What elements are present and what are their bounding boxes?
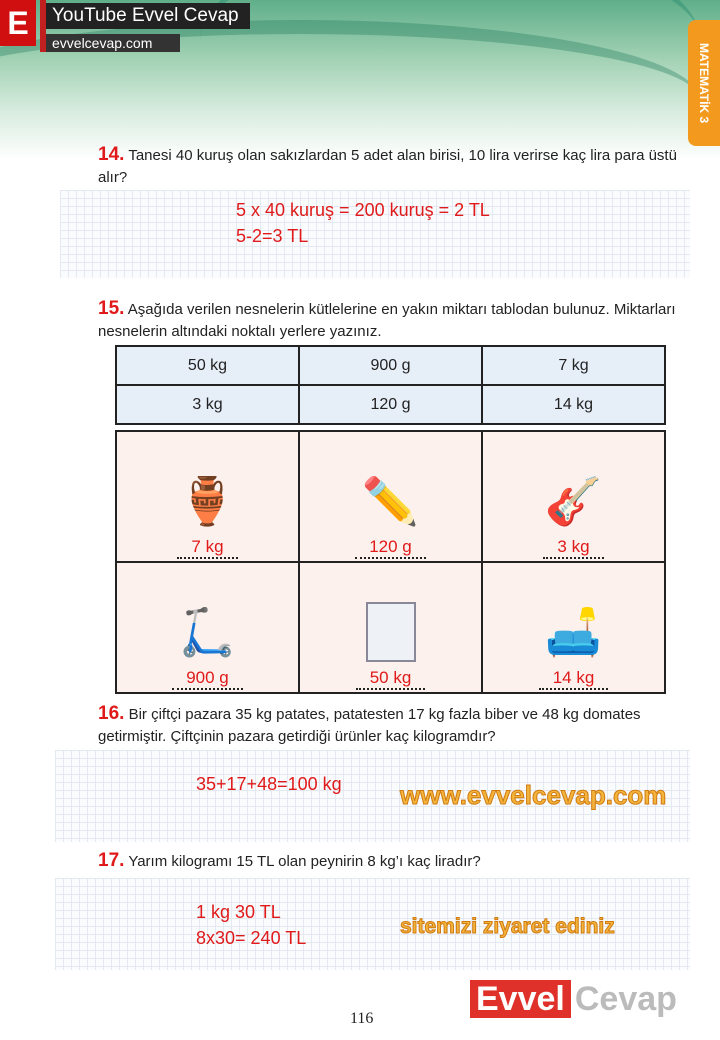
question-text: Bir çiftçi pazara 35 kg patates, patatesten 17 kg fazla biber ve 48 kg domates getirmiştir. Çiftçinin pazara getirdiği ürünler kaç kilogramdır? <box>98 706 641 745</box>
refrigerator-icon <box>366 602 416 662</box>
table-cell: 50 kg <box>116 346 299 385</box>
question-number: 17. <box>98 850 125 871</box>
answer-area <box>55 878 690 970</box>
table-cell: 3 kg <box>116 385 299 424</box>
armchair-icon: 🛋️ <box>544 606 603 658</box>
question-15 <box>98 298 683 343</box>
page-number: 116 <box>350 1010 374 1027</box>
question-number: 16. <box>98 703 125 724</box>
guitar-icon: 🎸 <box>544 475 603 527</box>
answer-blank: 3 kg <box>543 537 603 559</box>
answer-14 <box>236 197 490 249</box>
footer-logo <box>470 980 677 1019</box>
question-text: Aşağıda verilen nesnelerin kütlelerine en yakın miktarı tablodan bulunuz. Miktarları nesnelerin altındaki noktalı yerlere yazınız. <box>98 301 676 340</box>
scooter-icon: 🛴 <box>178 606 237 658</box>
objects-table <box>115 430 666 694</box>
object-cell <box>116 562 299 693</box>
answer-line: 8x30= 240 TL <box>196 928 307 948</box>
question-text: Yarım kilogramı 15 TL olan peynirin 8 kg’ı kaç liradır? <box>128 853 481 870</box>
answer-line: 1 kg 30 TL <box>196 902 281 922</box>
subject-tab: MATEMATİK 3 <box>688 20 720 146</box>
object-cell <box>299 562 482 693</box>
table-cell: 14 kg <box>482 385 665 424</box>
brand-part: Cevap <box>574 980 677 1018</box>
answer-17 <box>196 899 306 951</box>
object-cell <box>299 431 482 562</box>
table-cell: 7 kg <box>482 346 665 385</box>
mass-table <box>115 345 666 425</box>
channel-name: YouTube Evvel Cevap <box>46 3 250 29</box>
site-url[interactable]: evvelcevap.com <box>46 34 180 52</box>
pencil-cup-icon: ✏️ <box>361 475 420 527</box>
question-16 <box>98 703 683 748</box>
question-17 <box>98 850 683 873</box>
watermark: www.evvelcevap.com <box>400 780 667 810</box>
table-cell: 120 g <box>299 385 482 424</box>
answer-16: 35+17+48=100 kg <box>196 774 342 794</box>
answer-blank: 14 kg <box>539 668 609 690</box>
vase-icon: 🏺 <box>178 475 237 527</box>
answer-blank: 50 kg <box>356 668 426 690</box>
answer-blank: 7 kg <box>177 537 237 559</box>
answer-blank: 120 g <box>355 537 426 559</box>
answer-line: 5-2=3 TL <box>236 226 309 246</box>
question-number: 15. <box>98 298 125 319</box>
logo-icon: E <box>0 0 36 46</box>
object-cell <box>482 431 665 562</box>
answer-area <box>55 750 690 842</box>
question-14 <box>98 144 683 189</box>
answer-line: 5 x 40 kuruş = 200 kuruş = 2 TL <box>236 200 490 220</box>
brand-part: Evvel <box>470 980 571 1018</box>
question-number: 14. <box>98 144 125 165</box>
answer-blank: 900 g <box>172 668 243 690</box>
object-cell <box>482 562 665 693</box>
question-text: Tanesi 40 kuruş olan sakızlardan 5 adet alan birisi, 10 lira verirse kaç lira para üstü alır? <box>98 147 677 186</box>
object-cell <box>116 431 299 562</box>
table-cell: 900 g <box>299 346 482 385</box>
watermark: sitemizi ziyaret ediniz <box>400 915 615 938</box>
